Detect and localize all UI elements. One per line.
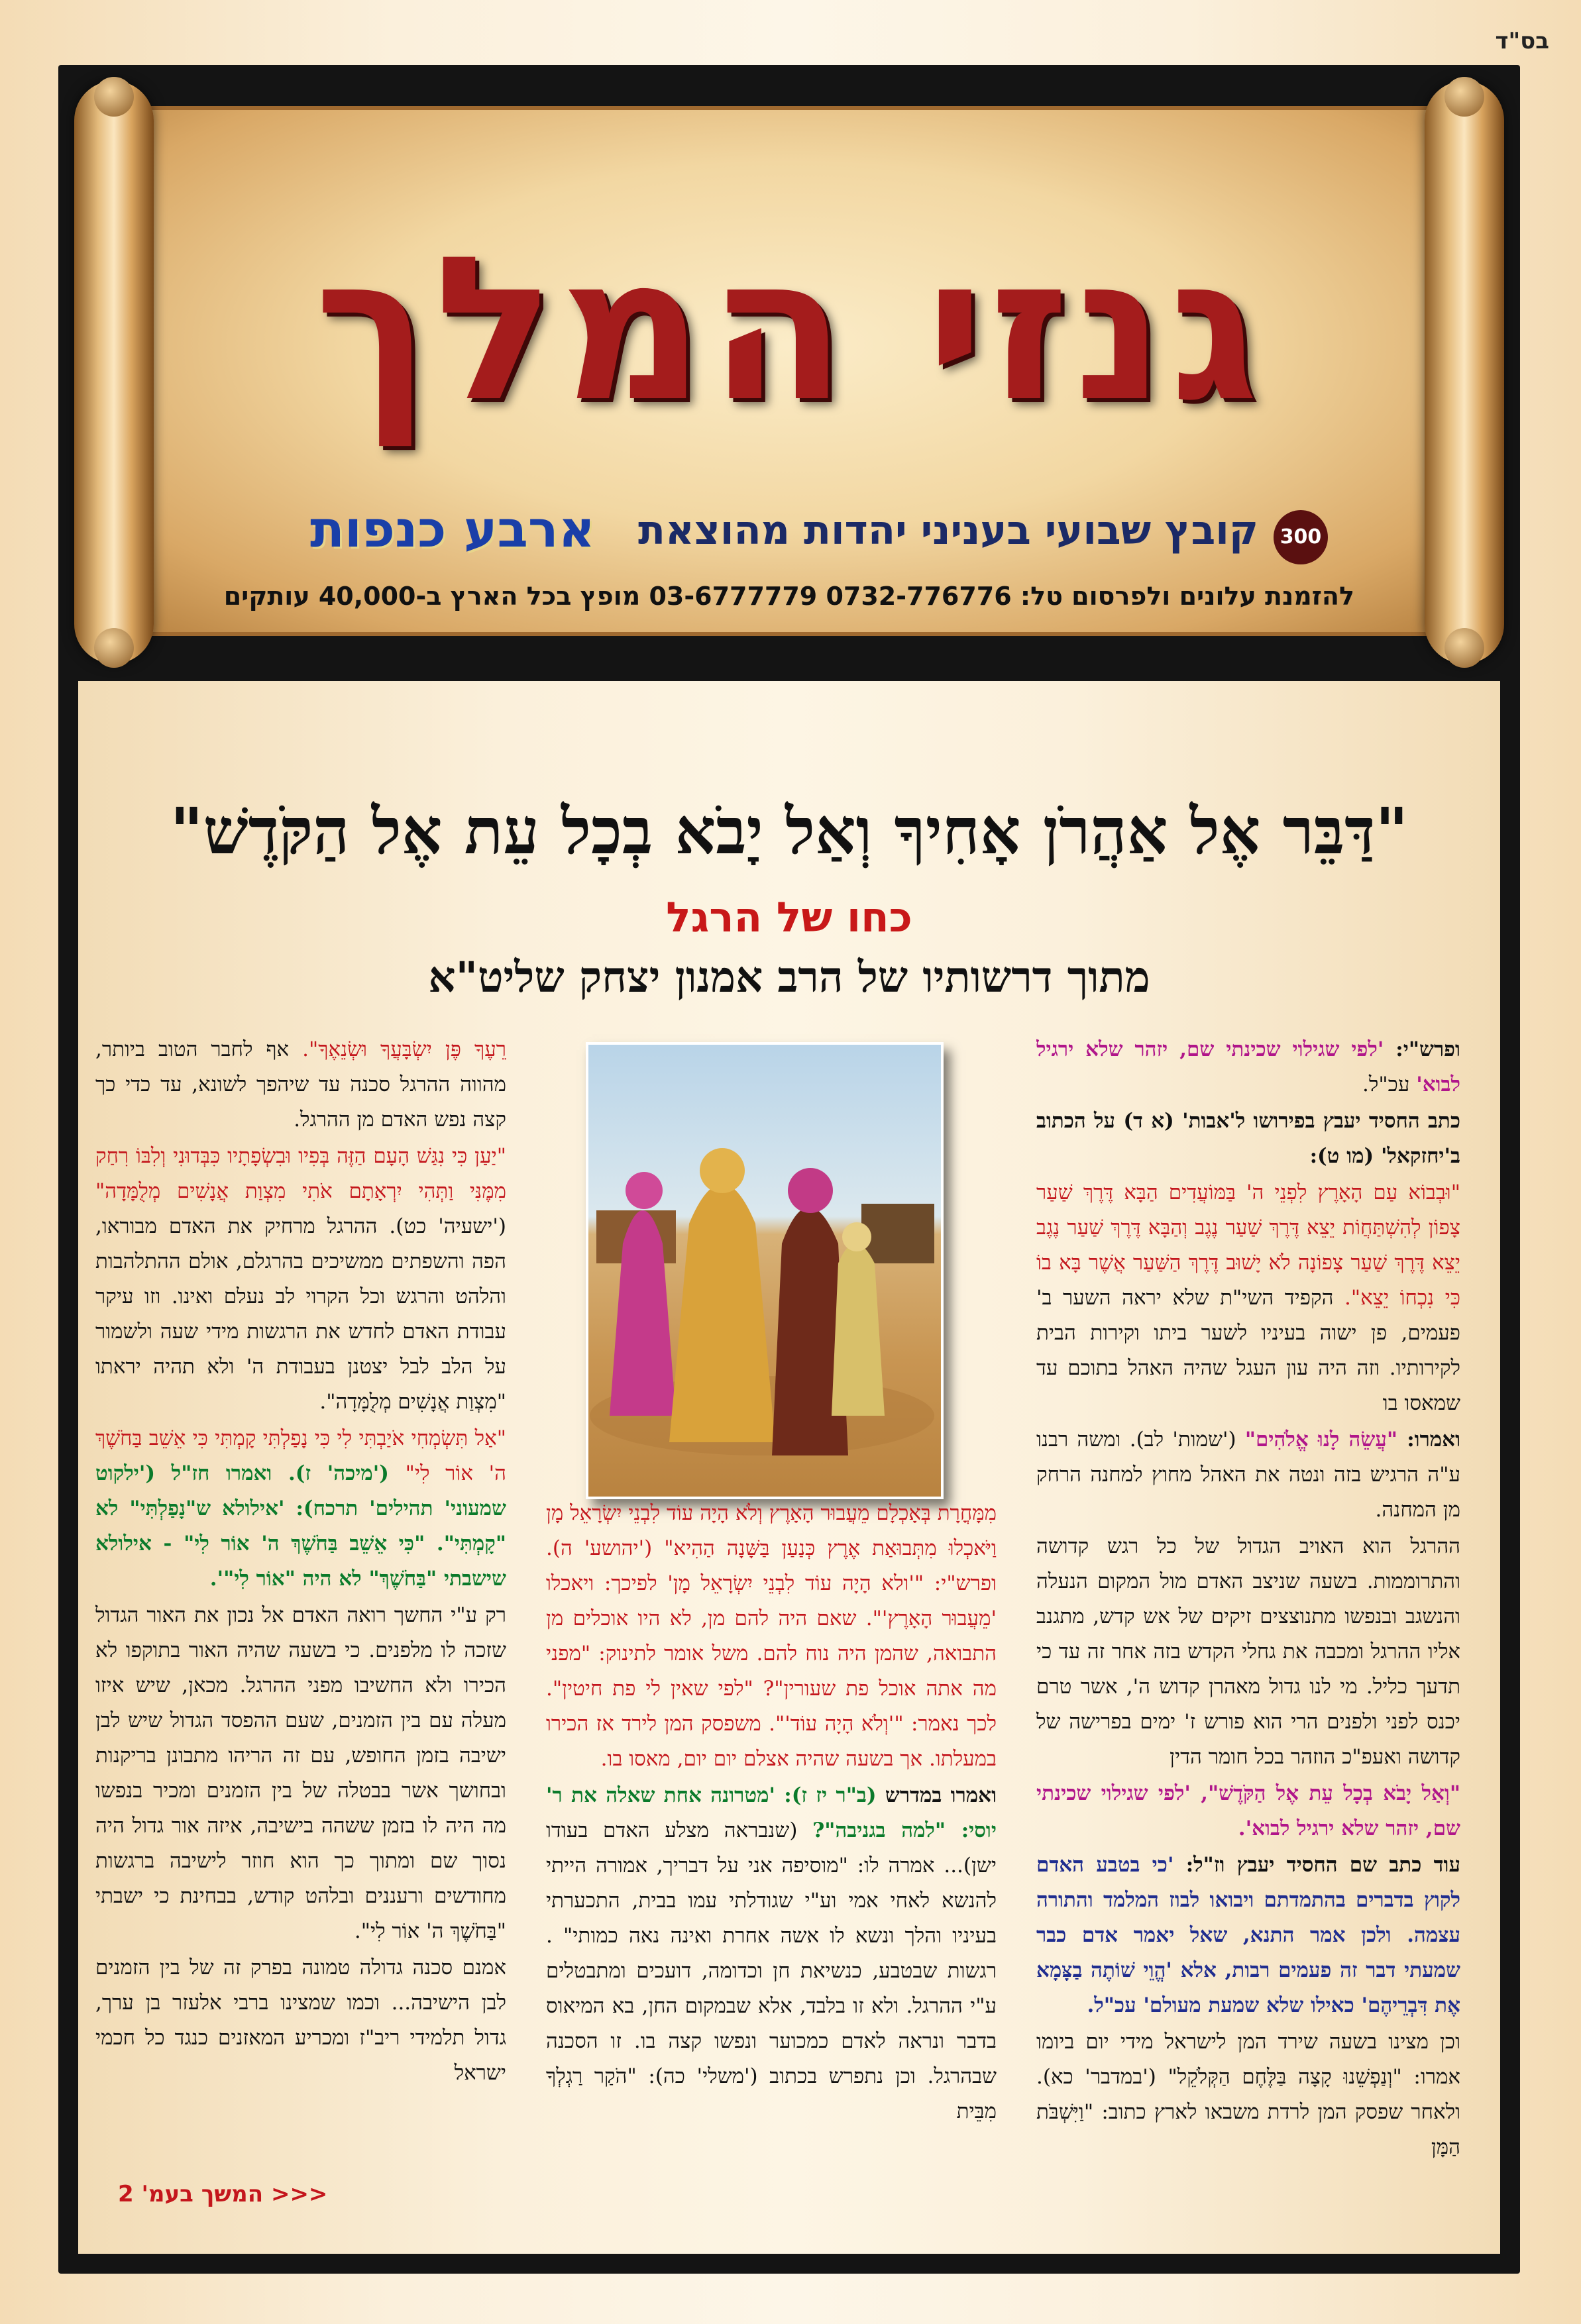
page-frame	[58, 65, 1520, 2274]
paragraph: עוד כתב שם החסיד יעבץ וז"ל: 'כי בטבע האדם לקוץ בדברים בהתמדתם ויבואו לבוז המלמד והתורה עצמה. ולכן אמר התנא, שאל יאמר אדם כבר שמעתי דבר זה פעמים רבות, אלא 'הֱוֵי שׁוֹתֶה בַצָּמָא אֶת דִּבְרֵיהֶם' כאילו שלא שמעת מעולם' עכ"ל.	[1036, 1853, 1460, 2017]
masthead	[58, 65, 1520, 681]
column-middle-body	[546, 1496, 997, 2131]
paragraph: וכן מצינו בשעה שירד המן לישראל מידי יום ביומו אמרו: "וְנַפְשֵׁנוּ קָצָה בַּלֶּחֶם הַקְּלֹקֵל" ('במדבר' כא). ולאחר שפסק המן לרדת משבאו לארץ כתוב: "וַיִּשְׁבֹּת הַמָּן	[1036, 2030, 1460, 2159]
article-area	[78, 681, 1500, 2254]
paragraph: "אַל תִּשְׂמְחִי אֹיַבְתִּי לִי כִּי נָפַלְתִּי קָמְתִּי כִּי אֵשֵׁב בַּחֹשֶׁךְ ה' אוֹר לִי" ('מיכה' ז). ואמרו חז"ל ('ילקוט שמעוני' תהילים' תרכח): 'אילולא ש"נָפַלְתִּי" לא "קָמְתִּי". "כִּי אֵשֵׁב בַּחֹשֶׁךְ ה' אוֹר לִי" - אילולא שישבתי "בַּחֹשֶׁךְ" לא היה "אוֹר לִי"'.	[95, 1426, 506, 1591]
publisher-logo: ארבע כנפות	[310, 500, 595, 558]
newsletter-subtitle: קובץ שבועי בעניני יהדות מהוצאת	[638, 507, 1258, 554]
paragraph: "וְאַל יָבֹא בְכָל עֵת אֶל הַקֹּדֶשׁ", 'לפי שגילוי שכינתי שם, יזהר שלא ירגיל לבוא'.	[1036, 1781, 1460, 1840]
column-middle	[546, 1032, 997, 2211]
paragraph: "וּבְבוֹא עַם הָאָרֶץ לִפְנֵי ה' בַּמּוֹעֲדִים הַבָּא דֶּרֶךְ שַׁעַר צָפוֹן לְהִשְׁתַּחֲוֹת יֵצֵא דֶּרֶךְ שַׁעַר נֶגֶב וְהַבָּא דֶּרֶךְ שַׁעַר נֶגֶב יֵצֵא דֶּרֶךְ שַׁעַר צָפוֹנָה לֹא יָשׁוּב דֶּרֶךְ הַשַּׁעַר אֲשֶׁר בָּא בוֹ כִּי נִכְחוֹ יֵצֵא". הקפיד השי"ת שלא יראה השער ב' פעמים, פן ישוה בעיניו לשער ביתו וקירות הבית לקירותיו. וזה היה עון העגל שהיה האהל בתוכם עד שמאסו בו	[1036, 1181, 1460, 1415]
paragraph: מִמָּחֳרָת בְּאָכְלָם מֵעֲבוּר הָאָרֶץ וְלֹא הָיָה עוֹד לִבְנֵי יִשְׂרָאֵל מָן וַיֹּאכְלוּ מִתְּבוּאַת אֶרֶץ כְּנַעַן בַּשָּׁנָה הַהִיא" ('יהושע' ה). ופרש"י: "'ולא הָיָה עוֹד לִבְנֵי יִשְׂרָאֵל מָן' לפיכך: ויאכלו 'מֵעֲבוּר הָאָרֶץ'". שאם היה להם מן, לא היו אוכלים מן התבואה, שהמן היה נוח להם. משל אומר לתינוק: "מפני מה אתה אוכל פת שעורין"? "לפי שאין לי פת חיטין". לכך נאמר: "'וְלֹא הָיָה עוֹד'". משפסק המן לירד אז הכירו במעלתו. אך בשעה שהיה אצלם יום יום, מאסו בו.	[546, 1501, 997, 1771]
column-left	[95, 1032, 506, 2211]
paragraph: אמנם סכנה גדולה טמונה בפרק זה של בין הזמנים לבן הישיבה... וכמו שמצינו ברבי אלעזר בן ערך, גדול תלמידי ריב"ז ומכריע המאזנים כנגד כל חכמי ישראל	[95, 1956, 506, 2085]
paragraph: ההרגל הוא האויב הגדול של כל רגש קדושה והתרוממות. בשעה שניצב האדם מול המקום הנעלה והנשגב ובנפשו מתנוצצים זיקים של אש קדש, מתגנב אליו ההרגל ומכבה את גחלי הקדש בזה אחר זה עד כי תדעך כליל. מי לנו גדול מאהרן קדוש ה', אשר טרם יכנס לפני ולפנים הרי הוא פורש ז' ימים בפרישה של קדושה ואעפ"כ הוזהר בכל חומר הדין	[1036, 1534, 1460, 1769]
paragraph: רק ע"י החשך רואה האדם אל נכון את האור הגדול שזכה לו מלפנים. כי בשעה שהיה האור בתוקפו לא הכירו ולא החשיבו מפני ההרגל. מכאן, שיש איזו מעלה עם בין הזמנים, שעם ההפסד הגדול שיש לבן ישיבה בזמן החופש, עם זה הריהו מתבונן בריקנות ובחושך אשר בבטלה של בין הזמנים ומכיר בנפשו מה היה לו בזמן ששהה בישיבה, איזה אור גדול היה נסוך שם ומתוך כך הוא חוזר לישיבה ברגשות מחודשים ורעננים ובלהט קודש, בבחינת כי ישבתי "בַּחֹשֶׁךְ ה' אוֹר לִי".	[95, 1603, 506, 1943]
paragraph: ואמרו במדרש (ב"ר יז ז): 'מטרונה אחת שאלה את ר' יוסי: "למה בגניבה"? (שנבראה מצלע האדם בעודו ישן)... אמרה לו: "מוסיפה אני על דבריך, אמורה הייתי להנשא לאחי אמי וע"י שגודלתי עמו בבית, התכערתי בעיניו והלך ונשא לו אשה אחרת ואינה נאה כמותי" . רגשות שבטבע, כנשיאת חן וכדומה, דועכים ומתבטלים ע"י ההרגל. ולא זו בלבד, אלא שבמקום החן, בא המיאוס בדבר ונראה לאדם כמכוער ונפשו קצה בו. זו הסכנה שבהרגל. וכן נתפרש בכתוב ('משלי' כה): "הֹקַר רַגְלְךָ מִבֵּית	[546, 1783, 997, 2123]
article-kicker: כחו של הרגל	[666, 893, 912, 941]
article-byline: מתוך דרשותיו של הרב אמנון יצחק שליט"א	[428, 953, 1150, 1002]
continued-link[interactable]: <<< המשך בעמ' 2	[118, 2181, 328, 2207]
paragraph: ופרש"י: 'לפי שגילוי שכינתי שם, יזהר שלא ירגיל לבוא' עכ"ל.	[1036, 1037, 1460, 1096]
paragraph: כתב החסיד יעבץ בפירושו ל'אבות' (א ד) על הכתוב ב'יחזקאל' (מו ט):	[1036, 1109, 1460, 1168]
newsletter-title: גנזי המלך	[314, 214, 1264, 445]
column-right	[1036, 1032, 1460, 2211]
issue-badge: 300	[1274, 510, 1328, 564]
contact-line: להזמנת עלונים ולפרסום טל: 0732-776776 03-6777779 מופץ בכל הארץ ב-40,000 עותקים	[223, 582, 1354, 611]
paragraph: רֵעֶךָ פֶּן יִשְׂבָּעֲךָ וּשְׂנֵאֶךָ". אף לחבר הטוב ביותר, מהווה ההרגל סכנה עד שיהפך לשונא, עד כדי כך קצה נפש האדם מן ההרגל.	[95, 1037, 506, 1132]
paragraph: "יַעַן כִּי נִגַּשׁ הָעָם הַזֶּה בְּפִיו וּבִשְׂפָתָיו כִּבְּדוּנִי וְלִבּוֹ רִחַק מִמֶּנִּי וַתְּהִי יִרְאָתָם אֹתִי מִצְוַת אֲנָשִׁים מְלֻמָּדָה" ('ישעיה' כט). ההרגל מרחיק את האדם מבוראו, הפה והשפתים ממשיכים בהרגלם, אולם ההתלהבות והלהט והרגש וכל הקרוי לב נעלם ואינו. וזו עיקר עבודת האדם לחדש את הרגשות מידי שעה ולשמור על הלב לבל יצטנן בעבודת ה' ולא תהיה יראתו "מִצְוַת אֲנָשִׁים מְלֻמָּדָה".	[95, 1144, 506, 1414]
article-headline: "דַּבֵּר אֶל אַהֲרֹן אָחִיךָ וְאַל יָבֹא בְכָל עֵת אֶל הַקֹּדֶשׁ"	[170, 794, 1409, 869]
paragraph: ואמרו: "עֲשֵׂה לָנוּ אֱלֹהִים" ('שמות' לב). ומשה רבנו ע"ה הרגיש בזה ונטה את האהל מחוץ למחנה הרחק מן המחנה.	[1036, 1428, 1460, 1522]
corner-mark: בס"ד	[1495, 28, 1549, 54]
